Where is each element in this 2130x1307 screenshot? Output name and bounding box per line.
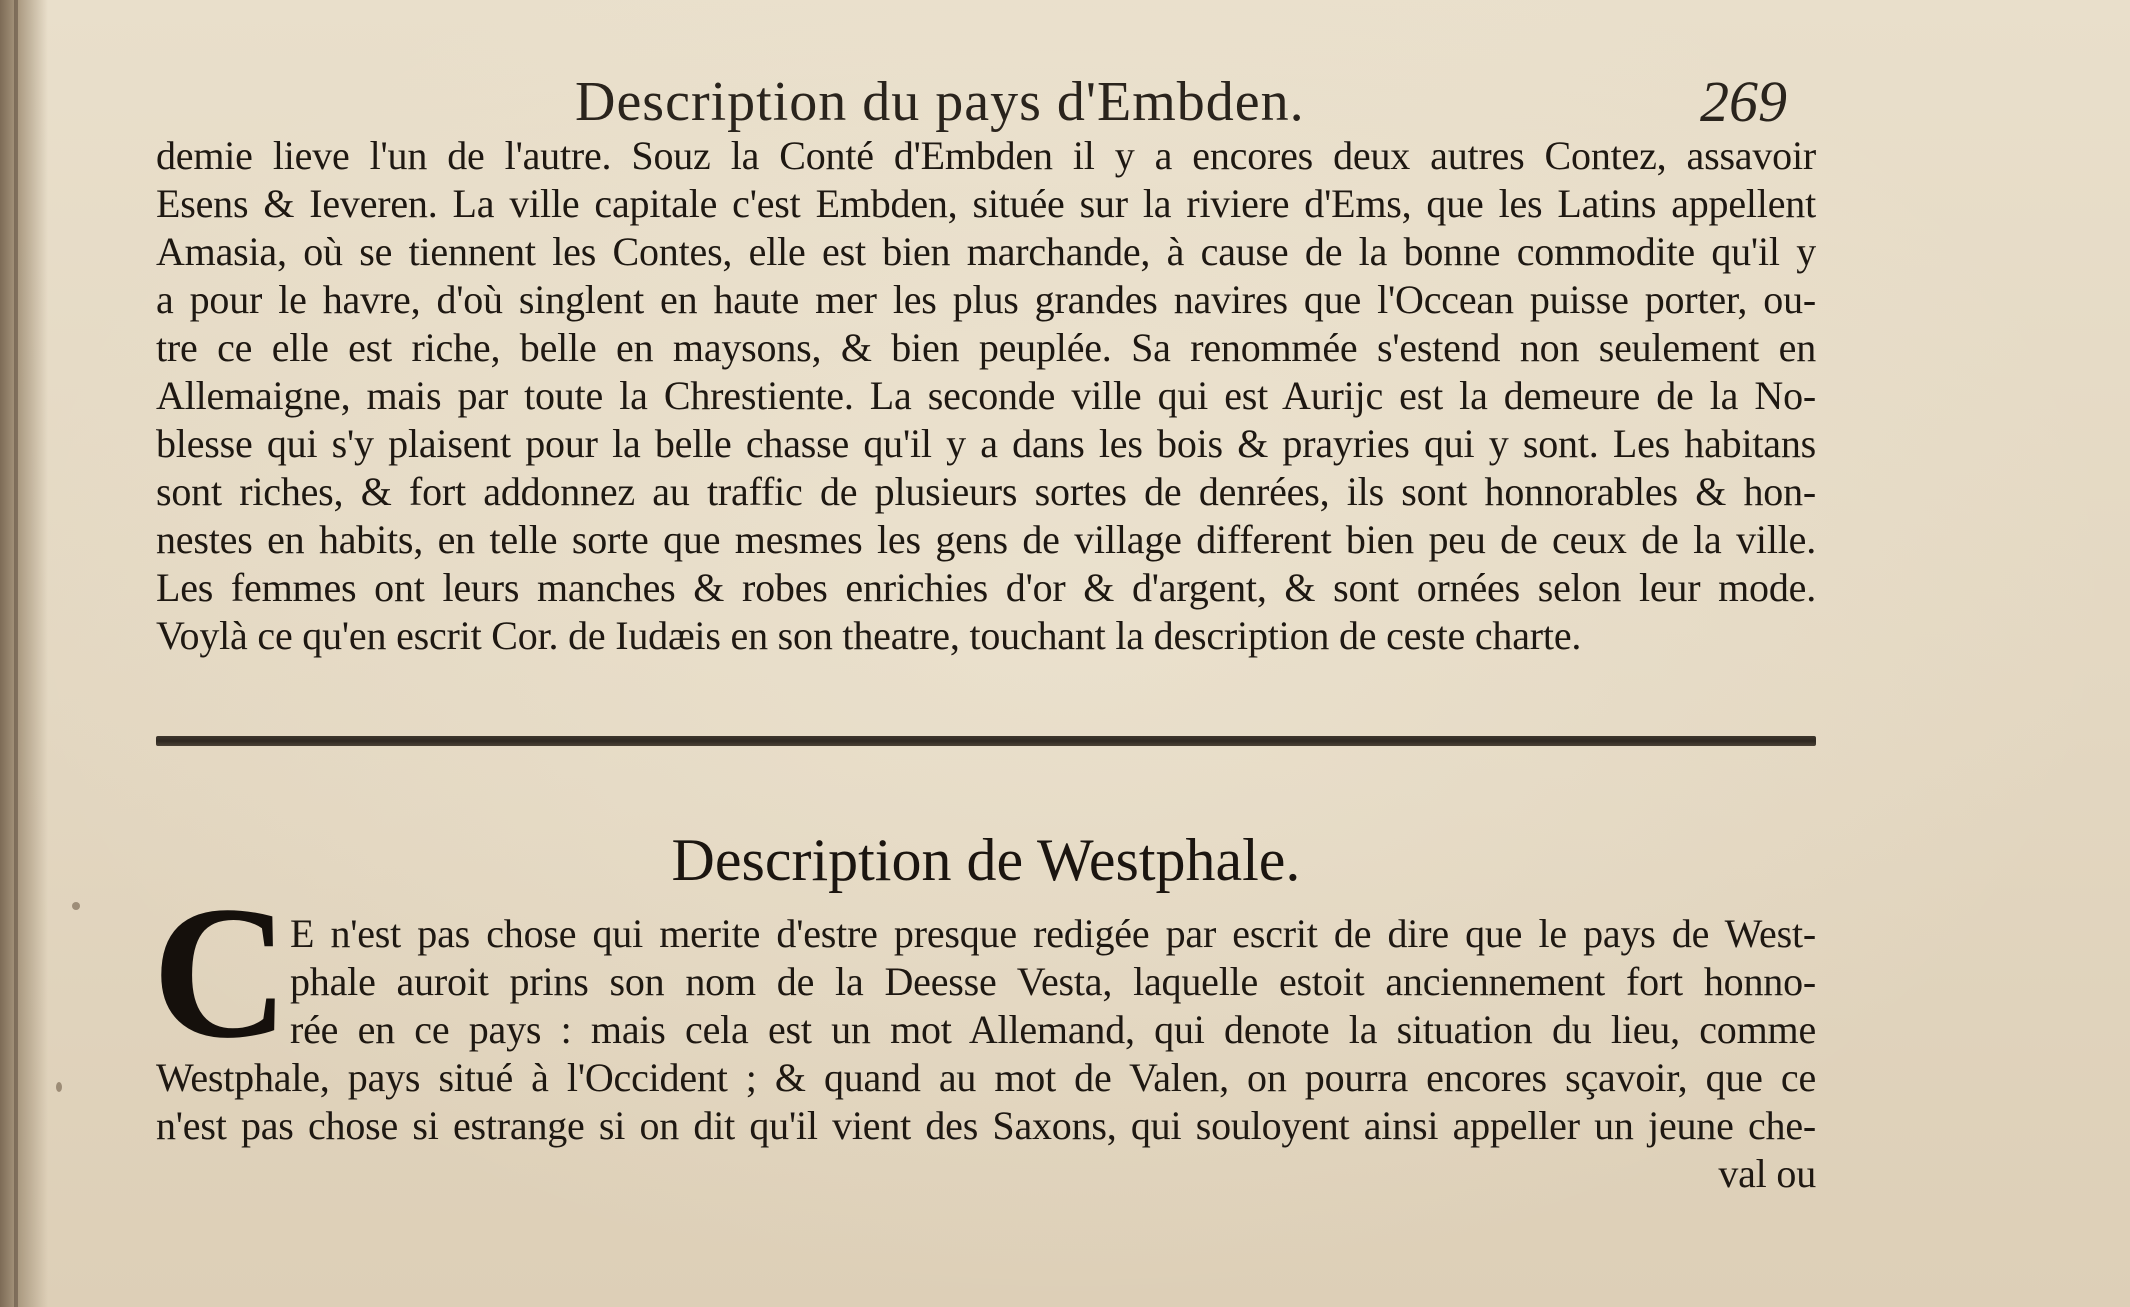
- text-line: E n'est pas chose qui merite d'estre presque redigée par escrit de dire que le pays de West-: [290, 911, 1816, 956]
- gutter-shadow: [0, 0, 48, 1307]
- page-number: 269: [1700, 69, 1787, 134]
- section-divider-rule: [156, 736, 1816, 746]
- text-line: blesse qui s'y plaisent pour la belle chasse qu'il y a dans les bois & prayries qui y sont. Les habitans: [156, 421, 1816, 466]
- ink-speck: [72, 902, 80, 910]
- text-line: Les femmes ont leurs manches & robes enrichies d'or & d'argent, & sont ornées selon leur mode.: [156, 565, 1816, 610]
- text-line: a pour le havre, d'où singlent en haute mer les plus grandes navires que l'Occean puisse porter, ou-: [156, 277, 1816, 322]
- ink-speck: [56, 1082, 62, 1092]
- text-line: nestes en habits, en telle sorte que mesmes les gens de village different bien peu de ceux de la ville.: [156, 517, 1816, 562]
- text-line: tre ce elle est riche, belle en maysons, & bien peuplée. Sa renommée s'estend non seulement en: [156, 325, 1816, 370]
- text-line: demie lieve l'un de l'autre. Souz la Conté d'Embden il y a encores deux autres Contez, assavoir: [156, 133, 1816, 178]
- text-line: Allemaigne, mais par toute la Chrestiente. La seconde ville qui est Aurijc est la demeure de la No-: [156, 373, 1816, 418]
- text-line: sont riches, & fort addonnez au traffic de plusieurs sortes de denrées, ils sont honnorables & hon-: [156, 469, 1816, 514]
- catchword: val ou: [1718, 1151, 1816, 1196]
- running-head: [150, 62, 1830, 142]
- text-line: n'est pas chose si estrange si on dit qu'il vient des Saxons, qui souloyent ainsi appeller un jeune che-: [156, 1103, 1816, 1148]
- text-line: Amasia, où se tiennent les Contes, elle est bien marchande, à cause de la bonne commodite qu'il y: [156, 229, 1816, 274]
- running-title: Description du pays d'Embden.: [575, 71, 1305, 133]
- text-line: Voylà ce qu'en escrit Cor. de Iudæis en son theatre, touchant la description de ceste charte.: [156, 613, 1582, 658]
- text-line: Esens & Ieveren. La ville capitale c'est Embden, située sur la riviere d'Ems, que les Latins appellent: [156, 181, 1816, 226]
- text-line: Westphale, pays situé à l'Occident ; & quand au mot de Valen, on pourra encores sçavoir, que ce: [156, 1055, 1816, 1100]
- text-line: phale auroit prins son nom de la Deesse Vesta, laquelle estoit anciennement fort honno-: [290, 959, 1816, 1004]
- section-title: Description de Westphale.: [671, 827, 1301, 893]
- gutter-fold: [14, 0, 18, 1307]
- first-section-text: [156, 132, 1816, 660]
- drop-cap: C: [152, 868, 290, 1078]
- second-section-text: [156, 910, 1816, 1198]
- text-line: rée en ce pays : mais cela est un mot Allemand, qui denote la situation du lieu, comme: [290, 1007, 1816, 1052]
